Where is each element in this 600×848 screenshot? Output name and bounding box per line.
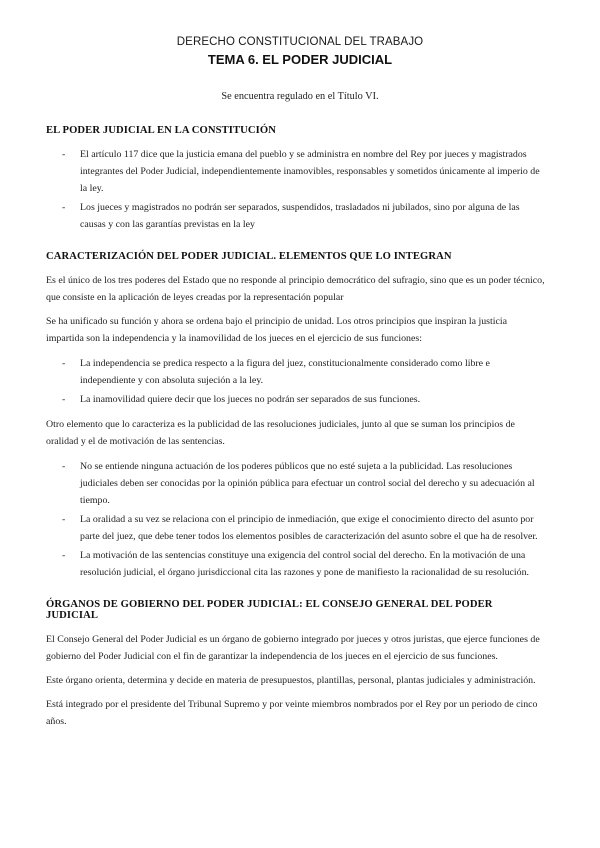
- list-item-text: Los jueces y magistrados no podrán ser separados, suspendidos, trasladados ni jubilados, sino por alguna de las causas y con las garantías previstas en la ley: [80, 202, 520, 230]
- list-item: [46, 547, 546, 581]
- bullet-dash: -: [62, 461, 66, 472]
- paragraph: Otro elemento que lo caracteriza es la publicidad de las resoluciones judiciales, junto al que se suman los principios de oralidad y el de motivación de las sentencias.: [46, 419, 515, 447]
- bullet-dash: -: [62, 514, 66, 525]
- list-item: [46, 511, 546, 545]
- list-item: [46, 458, 546, 509]
- bullet-list: [46, 146, 546, 233]
- section-heading-organos: ÓRGANOS DE GOBIERNO DEL PODER JUDICIAL: EL CONSEJO GENERAL DEL PODER JUDICIAL: [46, 599, 493, 621]
- bullet-list: [46, 355, 546, 408]
- page-title: TEMA 6. EL PODER JUDICIAL: [207, 52, 393, 67]
- list-item-text: La independencia se predica respecto a la figura del juez, constitucionalmente considerado como libre e independiente y con absoluta sujeción a la ley.: [80, 358, 490, 386]
- bullet-dash: -: [62, 394, 66, 405]
- bullet-dash: -: [62, 550, 66, 561]
- bullet-list: [46, 458, 546, 581]
- list-item-text: La motivación de las sentencias constituye una exigencia del control social del derecho. En la motivación de una resolución judicial, el órgano jurisdiccional cita las razones y pone de manifiesto la racionalidad de su resolución.: [80, 550, 529, 578]
- list-item-text: El artículo 117 dice que la justicia emana del pueblo y se administra en nombre del Rey por jueces y magistrados integrantes del Poder Judicial, independientemente inamovibles, responsables y sometidos únicamente al imperio de la ley.: [80, 149, 540, 194]
- paragraph: El Consejo General del Poder Judicial es un órgano de gobierno integrado por jueces y otros juristas, que ejerce funciones de gobierno del Poder Judicial con el fin de garantizar la independencia de los jueces en el ejercicio de sus funciones.: [46, 634, 540, 662]
- intro-text: Se encuentra regulado en el Título VI.: [221, 91, 379, 102]
- paragraph: Este órgano orienta, determina y decide en materia de presupuestos, plantillas, personal, plantas judiciales y administración.: [46, 675, 536, 686]
- section-heading-caracterizacion: CARACTERIZACIÓN DEL PODER JUDICIAL. ELEMENTOS QUE LO INTEGRAN: [46, 251, 452, 262]
- list-item: [46, 146, 546, 197]
- list-item: [46, 199, 546, 233]
- paragraph: Se ha unificado su función y ahora se ordena bajo el principio de unidad. Los otros principios que inspiran la justicia impartida son la independencia y la inamovilidad de los jueces en el ejercicio de sus funciones:: [46, 316, 507, 344]
- paragraph: Está integrado por el presidente del Tribunal Supremo y por veinte miembros nombrados por el Rey por un periodo de cinco años.: [46, 699, 538, 727]
- list-item: [46, 391, 546, 408]
- section-heading-constitucion: EL PODER JUDICIAL EN LA CONSTITUCIÓN: [46, 125, 276, 136]
- list-item-text: La oralidad a su vez se relaciona con el principio de inmediación, que exige el conocimiento directo del asunto por parte del juez, que debe tener todos los elementos posibles de caracterización del asunto sobre el que ha de resolver.: [80, 514, 538, 542]
- bullet-dash: -: [62, 149, 66, 160]
- list-item-text: La inamovilidad quiere decir que los jueces no podrán ser separados de sus funciones.: [80, 394, 421, 405]
- bullet-dash: -: [62, 358, 66, 369]
- list-item-text: No se entiende ninguna actuación de los poderes públicos que no esté sujeta a la publicidad. Las resoluciones judiciales deben ser conocidas por la opinión pública para efectuar un control social del derecho y su adecuación al tiempo.: [80, 461, 535, 506]
- course-header: DERECHO CONSTITUCIONAL DEL TRABAJO: [176, 36, 424, 48]
- bullet-dash: -: [62, 202, 66, 213]
- list-item: [46, 355, 546, 389]
- paragraph: Es el único de los tres poderes del Estado que no responde al principio democrático del sufragio, sino que es un poder técnico, que consiste en la aplicación de leyes creadas por la representación popular: [46, 275, 545, 303]
